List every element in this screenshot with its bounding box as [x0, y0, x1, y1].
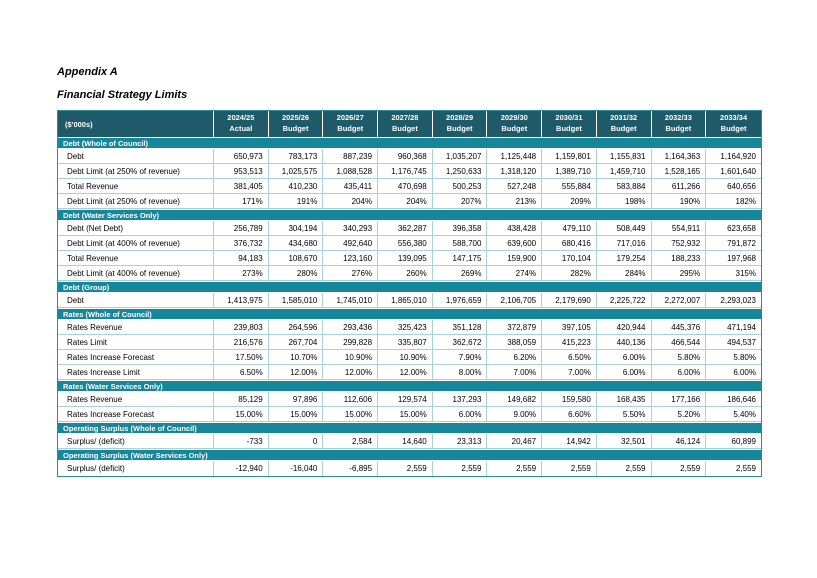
value-cell: 6.20% [487, 350, 542, 365]
year-label: 2025/26 [281, 113, 310, 123]
year-header-cell [433, 111, 488, 137]
value-cell: 0 [269, 434, 324, 449]
value-cell: 1,389,710 [542, 164, 597, 179]
value-cell: 129,574 [378, 392, 433, 407]
value-cell: 264,596 [269, 320, 324, 335]
year-label: 2030/31 [555, 113, 583, 123]
value-cell: 420,944 [597, 320, 652, 335]
value-cell: 5.50% [597, 407, 652, 422]
value-cell: 1,250,633 [433, 164, 488, 179]
year-header-cell [269, 111, 324, 137]
value-cell: 2,559 [597, 461, 652, 476]
section-header-row [58, 209, 761, 221]
section-title: Operating Surplus (Whole of Council) [58, 422, 761, 434]
value-cell: 147,175 [433, 251, 488, 266]
financial-limits-table [57, 110, 762, 477]
year-label: 2027/28 [391, 113, 419, 123]
value-cell: -6,895 [323, 461, 378, 476]
value-cell: 282% [542, 266, 597, 281]
value-cell: 14,942 [542, 434, 597, 449]
value-cell: 1,025,575 [269, 164, 324, 179]
year-label: 2031/32 [610, 113, 638, 123]
year-header-cell [487, 111, 542, 137]
value-cell: 5.80% [706, 350, 761, 365]
value-cell: 583,884 [597, 179, 652, 194]
value-cell: 159,580 [542, 392, 597, 407]
value-cell: 335,807 [378, 335, 433, 350]
value-cell: 6.00% [597, 365, 652, 380]
value-cell: 85,129 [214, 392, 269, 407]
value-cell: 2,559 [378, 461, 433, 476]
row-label-cell: Rates Increase Limit [58, 365, 214, 380]
value-cell: 267,704 [269, 335, 324, 350]
value-cell: 1,164,920 [706, 149, 761, 164]
value-cell: 2,179,690 [542, 293, 597, 308]
value-cell: 396,358 [433, 221, 488, 236]
year-label: 2033/34 [720, 113, 748, 123]
value-cell: 284% [597, 266, 652, 281]
value-cell: 555,884 [542, 179, 597, 194]
value-cell: 623,658 [706, 221, 761, 236]
value-cell: 588,700 [433, 236, 488, 251]
section-header-row [58, 422, 761, 434]
value-cell: 640,656 [706, 179, 761, 194]
value-cell: 7.00% [542, 365, 597, 380]
value-cell: 2,559 [542, 461, 597, 476]
row-label-cell: Debt Limit (at 400% of revenue) [58, 236, 214, 251]
value-cell: 10.90% [323, 350, 378, 365]
table-row [58, 236, 761, 251]
value-cell: 186,646 [706, 392, 761, 407]
value-cell: 112,606 [323, 392, 378, 407]
value-cell: 960,368 [378, 149, 433, 164]
value-cell: 1,125,448 [487, 149, 542, 164]
section-header-row [58, 308, 761, 320]
value-cell: 953,513 [214, 164, 269, 179]
row-label-cell: Rates Revenue [58, 392, 214, 407]
value-cell: 159,900 [487, 251, 542, 266]
row-label-cell: Rates Increase Forecast [58, 350, 214, 365]
value-cell: 440,136 [597, 335, 652, 350]
value-cell: 2,559 [706, 461, 761, 476]
value-cell: 315% [706, 266, 761, 281]
value-cell: 149,682 [487, 392, 542, 407]
section-title: Debt (Group) [58, 281, 761, 293]
value-cell: -16,040 [269, 461, 324, 476]
value-cell: 6.50% [542, 350, 597, 365]
section-title: Rates (Whole of Council) [58, 308, 761, 320]
value-cell: 276% [323, 266, 378, 281]
value-cell: 556,380 [378, 236, 433, 251]
year-header-cell [378, 111, 433, 137]
table-row [58, 221, 761, 236]
value-cell: 340,293 [323, 221, 378, 236]
value-cell: 435,411 [323, 179, 378, 194]
value-cell: 20,467 [487, 434, 542, 449]
table-row [58, 350, 761, 365]
value-cell: 554,911 [652, 221, 707, 236]
value-cell: 362,672 [433, 335, 488, 350]
section-title: Debt (Water Services Only) [58, 209, 761, 221]
value-cell: 256,789 [214, 221, 269, 236]
table-header-row [58, 111, 761, 137]
value-cell: 10.70% [269, 350, 324, 365]
section-header-row [58, 380, 761, 392]
year-header-cell [323, 111, 378, 137]
value-cell: 650,973 [214, 149, 269, 164]
year-header-cell [214, 111, 269, 137]
value-cell: 438,428 [487, 221, 542, 236]
value-cell: 269% [433, 266, 488, 281]
row-label-cell: Rates Revenue [58, 320, 214, 335]
row-label-cell: Surplus/ (deficit) [58, 434, 214, 449]
appendix-title: Appendix A [57, 66, 118, 78]
value-cell: 204% [323, 194, 378, 209]
row-label-cell: Debt Limit (at 250% of revenue) [58, 194, 214, 209]
value-cell: 791,872 [706, 236, 761, 251]
value-cell: 362,287 [378, 221, 433, 236]
value-cell: 17.50% [214, 350, 269, 365]
value-cell: 410,230 [269, 179, 324, 194]
value-cell: 2,106,705 [487, 293, 542, 308]
table-row [58, 392, 761, 407]
value-cell: 15.00% [269, 407, 324, 422]
value-cell: 1,035,207 [433, 149, 488, 164]
value-cell: 494,537 [706, 335, 761, 350]
value-cell: 1,601,640 [706, 164, 761, 179]
year-label: 2029/30 [500, 113, 528, 123]
value-cell: 97,896 [269, 392, 324, 407]
table-row [58, 335, 761, 350]
section-header-row [58, 281, 761, 293]
value-cell: 207% [433, 194, 488, 209]
value-cell: 415,223 [542, 335, 597, 350]
value-cell: -12,940 [214, 461, 269, 476]
row-label-cell: Debt [58, 293, 214, 308]
table-row [58, 461, 761, 476]
year-label: 2024/25 [227, 113, 255, 123]
value-cell: 1,164,363 [652, 149, 707, 164]
value-cell: 1,459,710 [597, 164, 652, 179]
value-cell: 273% [214, 266, 269, 281]
section-title: Operating Surplus (Water Services Only) [58, 449, 761, 461]
value-cell: 280% [269, 266, 324, 281]
row-label-cell: Total Revenue [58, 251, 214, 266]
section-title: Rates (Water Services Only) [58, 380, 761, 392]
value-cell: 466,544 [652, 335, 707, 350]
value-cell: 123,160 [323, 251, 378, 266]
value-cell: 381,405 [214, 179, 269, 194]
year-header-cell [597, 111, 652, 137]
value-cell: 198% [597, 194, 652, 209]
value-cell: 2,225,722 [597, 293, 652, 308]
column-type-label: Budget [501, 124, 528, 133]
value-cell: -733 [214, 434, 269, 449]
value-cell: 239,803 [214, 320, 269, 335]
table-row [58, 194, 761, 209]
column-type-label: Budget [665, 124, 692, 133]
value-cell: 182% [706, 194, 761, 209]
value-cell: 12.00% [323, 365, 378, 380]
value-cell: 611,266 [652, 179, 707, 194]
value-cell: 10.90% [378, 350, 433, 365]
table-row [58, 179, 761, 194]
value-cell: 108,670 [269, 251, 324, 266]
value-cell: 23,313 [433, 434, 488, 449]
table-row [58, 251, 761, 266]
year-label: 2032/33 [664, 113, 692, 123]
value-cell: 260% [378, 266, 433, 281]
value-cell: 190% [652, 194, 707, 209]
value-cell: 5.20% [652, 407, 707, 422]
table-row [58, 293, 761, 308]
value-cell: 639,600 [487, 236, 542, 251]
column-type-label: Actual [229, 124, 253, 133]
value-cell: 6.00% [597, 350, 652, 365]
page-title: Financial Strategy Limits [57, 89, 188, 101]
table-header [58, 111, 761, 137]
table-row [58, 149, 761, 164]
value-cell: 32,501 [597, 434, 652, 449]
year-label: 2026/27 [336, 113, 364, 123]
value-cell: 168,435 [597, 392, 652, 407]
column-type-label: Budget [337, 124, 364, 133]
value-cell: 887,239 [323, 149, 378, 164]
value-cell: 94,183 [214, 251, 269, 266]
value-cell: 434,680 [269, 236, 324, 251]
value-cell: 1,413,975 [214, 293, 269, 308]
value-cell: 376,732 [214, 236, 269, 251]
value-cell: 1,159,801 [542, 149, 597, 164]
value-cell: 14,640 [378, 434, 433, 449]
value-cell: 783,173 [269, 149, 324, 164]
table-row [58, 266, 761, 281]
value-cell: 171% [214, 194, 269, 209]
column-type-label: Budget [720, 124, 747, 133]
year-header-cell [706, 111, 761, 137]
value-cell: 15.00% [323, 407, 378, 422]
value-cell: 15.00% [378, 407, 433, 422]
value-cell: 15.00% [214, 407, 269, 422]
value-cell: 325,423 [378, 320, 433, 335]
value-cell: 1,865,010 [378, 293, 433, 308]
value-cell: 471,194 [706, 320, 761, 335]
value-cell: 137,293 [433, 392, 488, 407]
value-cell: 2,293,023 [706, 293, 761, 308]
value-cell: 492,640 [323, 236, 378, 251]
row-label-cell: Debt (Net Debt) [58, 221, 214, 236]
value-cell: 6.50% [214, 365, 269, 380]
value-cell: 8.00% [433, 365, 488, 380]
value-cell: 216,576 [214, 335, 269, 350]
year-label: 2028/29 [446, 113, 474, 123]
unit-label-cell: ($'000s) [58, 111, 214, 137]
column-type-label: Budget [282, 124, 309, 133]
value-cell: 500,253 [433, 179, 488, 194]
value-cell: 7.90% [433, 350, 488, 365]
value-cell: 191% [269, 194, 324, 209]
value-cell: 1,155,831 [597, 149, 652, 164]
value-cell: 2,272,007 [652, 293, 707, 308]
value-cell: 139,095 [378, 251, 433, 266]
value-cell: 1,745,010 [323, 293, 378, 308]
value-cell: 351,128 [433, 320, 488, 335]
column-type-label: Budget [556, 124, 582, 133]
table-row [58, 320, 761, 335]
value-cell: 204% [378, 194, 433, 209]
value-cell: 6.00% [706, 365, 761, 380]
value-cell: 1,528,165 [652, 164, 707, 179]
row-label-cell: Rates Increase Forecast [58, 407, 214, 422]
value-cell: 388,059 [487, 335, 542, 350]
value-cell: 6.60% [542, 407, 597, 422]
value-cell: 470,698 [378, 179, 433, 194]
value-cell: 5.80% [652, 350, 707, 365]
value-cell: 12.00% [378, 365, 433, 380]
value-cell: 5.40% [706, 407, 761, 422]
column-type-label: Budget [446, 124, 473, 133]
value-cell: 295% [652, 266, 707, 281]
table-row [58, 407, 761, 422]
table-row [58, 164, 761, 179]
value-cell: 188,233 [652, 251, 707, 266]
value-cell: 372,879 [487, 320, 542, 335]
table-row [58, 434, 761, 449]
section-header-row [58, 137, 761, 149]
value-cell: 46,124 [652, 434, 707, 449]
value-cell: 197,968 [706, 251, 761, 266]
value-cell: 7.00% [487, 365, 542, 380]
year-header-cell [652, 111, 707, 137]
table-row [58, 365, 761, 380]
row-label-cell: Debt [58, 149, 214, 164]
value-cell: 2,584 [323, 434, 378, 449]
value-cell: 12.00% [269, 365, 324, 380]
value-cell: 304,194 [269, 221, 324, 236]
value-cell: 397,105 [542, 320, 597, 335]
row-label-cell: Debt Limit (at 400% of revenue) [58, 266, 214, 281]
row-label-cell: Rates Limit [58, 335, 214, 350]
value-cell: 1,318,120 [487, 164, 542, 179]
column-type-label: Budget [610, 124, 637, 133]
value-cell: 60,899 [706, 434, 761, 449]
row-label-cell: Debt Limit (at 250% of revenue) [58, 164, 214, 179]
value-cell: 177,166 [652, 392, 707, 407]
value-cell: 1,976,659 [433, 293, 488, 308]
value-cell: 293,436 [323, 320, 378, 335]
value-cell: 6.00% [652, 365, 707, 380]
value-cell: 179,254 [597, 251, 652, 266]
row-label-cell: Total Revenue [58, 179, 214, 194]
value-cell: 479,110 [542, 221, 597, 236]
column-type-label: Budget [391, 124, 418, 133]
section-title: Debt (Whole of Council) [58, 137, 761, 149]
value-cell: 1,176,745 [378, 164, 433, 179]
year-header-cell [542, 111, 597, 137]
value-cell: 6.00% [433, 407, 488, 422]
value-cell: 1,088,528 [323, 164, 378, 179]
value-cell: 2,559 [652, 461, 707, 476]
table-body [58, 137, 761, 476]
value-cell: 213% [487, 194, 542, 209]
value-cell: 2,559 [433, 461, 488, 476]
value-cell: 680,416 [542, 236, 597, 251]
value-cell: 508,449 [597, 221, 652, 236]
value-cell: 9.00% [487, 407, 542, 422]
value-cell: 209% [542, 194, 597, 209]
value-cell: 170,104 [542, 251, 597, 266]
row-label-cell: Surplus/ (deficit) [58, 461, 214, 476]
section-header-row [58, 449, 761, 461]
value-cell: 752,932 [652, 236, 707, 251]
value-cell: 299,828 [323, 335, 378, 350]
value-cell: 527,248 [487, 179, 542, 194]
value-cell: 445,376 [652, 320, 707, 335]
value-cell: 2,559 [487, 461, 542, 476]
value-cell: 274% [487, 266, 542, 281]
value-cell: 1,585,010 [269, 293, 324, 308]
value-cell: 717,016 [597, 236, 652, 251]
